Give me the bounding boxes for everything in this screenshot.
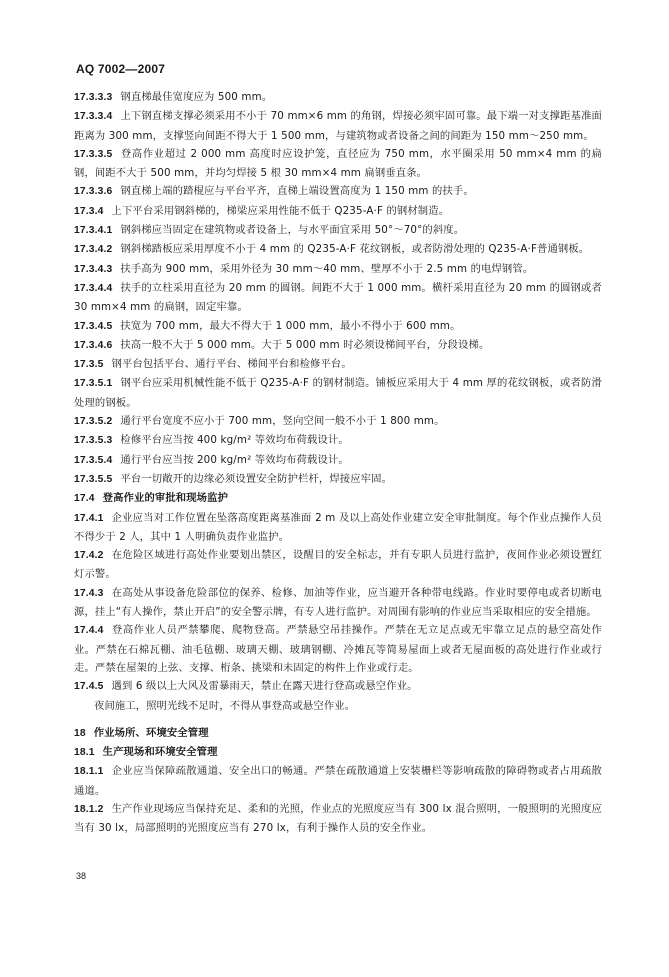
clause-text: 在高处从事设备危险部位的保养、检修、加油等作业，应当避开各种带电线路。作业时要停电或者切断电源，挂上“有人操作，禁止开启”的安全警示牌，有专人进行监护。对周围有影响的作业应当采取相应的安全措施。	[74, 586, 602, 619]
clause-text: 生产现场和环境安全管理	[102, 746, 218, 759]
clause-text: 登高作业超过 2 000 mm 高度时应设护笼，直径应为 750 mm，水平圈采用 50 mm×4 mm 的扁钢，间距不大于 500 mm，并均匀焊接 5 根 30 mm×4 mm 扁钢垂直条。	[74, 147, 602, 180]
clause-number: 17.3.4.2	[74, 244, 113, 256]
clause-paragraph	[74, 107, 602, 145]
clause-number: 17.3.5.3	[74, 435, 113, 447]
document-body	[74, 88, 602, 838]
clause-number: 18.1.2	[74, 803, 104, 815]
clause-text: 作业场所、环境安全管理	[93, 726, 209, 739]
clause-paragraph	[74, 621, 602, 677]
clause-number: 17.4.5	[74, 681, 104, 693]
clause-paragraph	[74, 470, 602, 489]
clause-paragraph	[74, 317, 602, 336]
clause-paragraph	[74, 221, 602, 240]
clause-text: 钢平台包括平台、通行平台、梯间平台和检修平台。	[111, 358, 352, 371]
clause-number: 17.3.3.5	[74, 148, 113, 160]
clause-text: 登高作业人员严禁攀爬、爬物登高。严禁悬空吊挂操作。严禁在无立足点或无牢靠立足点的悬空高处作业。严禁在石棉瓦棚、油毛毡棚、玻璃天棚、玻璃钢棚、冷摊瓦等简易屋面上或者无屋面板的高处进行作业或行走。严禁在屋架的上弦、支撑、桁条、挑梁和未固定的构件上作业或行走。	[74, 624, 602, 674]
clause-paragraph	[74, 697, 602, 715]
clause-number: 17.4.2	[74, 550, 104, 562]
clause-number: 17.3.3.4	[74, 111, 113, 123]
clause-number: 18	[74, 727, 86, 739]
clause-paragraph	[74, 677, 602, 696]
clause-number: 17.4.3	[74, 587, 104, 599]
clause-number: 17.3.5.5	[74, 473, 113, 485]
clause-paragraph	[74, 202, 602, 221]
clause-number: 17.3.5.1	[74, 378, 113, 390]
clause-text: 钢直梯上端的踏棍应与平台平齐，直梯上端设置高度为 1 150 mm 的扶手。	[120, 185, 474, 198]
clause-paragraph	[74, 451, 602, 470]
page-number: 38	[76, 871, 87, 881]
clause-text: 钢斜梯应当固定在建筑物或者设备上，与水平面宜采用 50°～70°的斜度。	[120, 224, 465, 237]
clause-number: 17.3.4	[74, 205, 104, 217]
clause-text: 钢直梯最佳宽度应为 500 mm。	[120, 91, 273, 103]
clause-text: 生产作业现场应当保持充足、柔和的光照，作业点的光照度应当有 300 lx 混合照明，一般照明的光照度应当有 30 lx，局部照明的光照度应当有 270 lx，有利于操作人员的安全作业。	[74, 802, 602, 835]
clause-number: 17.3.5.2	[74, 416, 113, 428]
clause-text: 遇到 6 级以上大风及雷暴雨天，禁止在露天进行登高或悬空作业。	[111, 680, 418, 693]
clause-text: 上下平台采用钢斜梯的，梯梁应采用性能不低于 Q235-A·F 的钢材制造。	[111, 204, 450, 217]
clause-text: 检修平台应当按 400 kg/m² 等效均布荷载设计。	[120, 434, 349, 447]
clause-paragraph	[74, 374, 602, 412]
clause-paragraph	[74, 800, 602, 838]
clause-paragraph	[74, 584, 602, 622]
clause-paragraph	[74, 260, 602, 279]
clause-text: 企业应当对工作位置在坠落高度距离基准面 2 m 及以上高处作业建立安全审批制度。每个作业点操作人员不得少于 2 人，其中 1 人明确负责作业监护。	[74, 511, 602, 543]
clause-text: 在危险区域进行高处作业要划出禁区，设醒目的安全标志，并有专职人员进行监护，夜间作业必须设置红灯示警。	[74, 549, 602, 581]
clause-text: 平台一切敞开的边缘必须设置安全防护栏杆，焊接应牢固。	[120, 472, 393, 485]
clause-paragraph	[74, 336, 602, 355]
clause-number: 17.3.3.6	[74, 186, 113, 198]
clause-text: 通行平台应当按 200 kg/m² 等效均布荷载设计。	[120, 453, 349, 466]
clause-text: 通行平台宽度不应小于 700 mm，竖向空间一般不小于 1 800 mm。	[120, 415, 445, 428]
clause-number: 17.3.4.4	[74, 282, 113, 294]
clause-paragraph	[74, 279, 602, 317]
clause-paragraph	[74, 145, 602, 183]
clause-number: 17.3.4.5	[74, 320, 113, 332]
clause-paragraph	[74, 88, 602, 107]
clause-text: 夜间施工，照明光线不足时，不得从事登高或悬空作业。	[94, 699, 356, 712]
clause-text: 扶手高为 900 mm，采用外径为 30 mm～40 mm、壁厚不小于 2.5 mm 的电焊钢管。	[120, 262, 534, 275]
subsection-heading	[74, 489, 602, 508]
clause-text: 扶手的立柱采用直径为 20 mm 的圆钢。间距不大于 1 000 mm。横杆采用直径为 20 mm 的圆钢或者 30 mm×4 mm 的扁钢，固定牢靠。	[74, 281, 602, 314]
clause-number: 17.3.4.3	[74, 263, 113, 275]
clause-paragraph	[74, 762, 602, 800]
clause-paragraph	[74, 509, 602, 547]
clause-paragraph	[74, 546, 602, 584]
clause-number: 17.3.5.4	[74, 454, 113, 466]
clause-number: 18.1.1	[74, 766, 104, 778]
clause-text: 企业应当保障疏散通道、安全出口的畅通。严禁在疏散通道上安装栅栏等影响疏散的障碍物或者占用疏散通道。	[74, 765, 602, 797]
clause-text: 钢平台应采用机械性能不低于 Q235-A·F 的钢材制造。铺板应采用大于 4 mm 厚的花纹钢板，或者防滑处理的钢板。	[74, 377, 602, 409]
clause-number: 18.1	[74, 747, 95, 759]
clause-number: 17.3.5	[74, 359, 104, 371]
subsection-heading	[74, 743, 602, 762]
section-gap	[74, 715, 602, 724]
clause-text: 上下钢直梯支撑必须采用不小于 70 mm×6 mm 的角钢，焊接必须牢固可靠。最下端一对支撑距基准面距离为 300 mm，支撑竖向间距不得大于 1 500 mm，与建筑物或者设备之间的间距为 150 mm～250 mm。	[74, 110, 602, 142]
clause-paragraph	[74, 431, 602, 450]
clause-number: 17.4.1	[74, 512, 104, 524]
clause-number: 17.3.4.1	[74, 225, 113, 237]
clause-number: 17.4.4	[74, 625, 104, 637]
clause-paragraph	[74, 355, 602, 374]
section-heading	[74, 724, 602, 743]
clause-paragraph	[74, 240, 602, 259]
clause-number: 17.3.4.6	[74, 339, 113, 351]
clause-text: 扶高一般不大于 5 000 mm。大于 5 000 mm 时必须设梯间平台，分段设梯。	[120, 338, 490, 351]
clause-text: 钢斜梯踏板应采用厚度不小于 4 mm 的 Q235-A·F 花纹钢板，或者防滑处理的 Q235-A·F普通钢板。	[120, 243, 590, 256]
clause-text: 登高作业的审批和现场监护	[102, 492, 229, 505]
standard-code-header: AQ 7002—2007	[76, 62, 166, 76]
clause-number: 17.4	[74, 493, 95, 505]
clause-paragraph	[74, 182, 602, 201]
clause-number: 17.3.3.3	[74, 92, 113, 103]
clause-paragraph	[74, 412, 602, 431]
clause-text: 扶宽为 700 mm，最大不得大于 1 000 mm，最小不得小于 600 mm。	[120, 319, 461, 332]
